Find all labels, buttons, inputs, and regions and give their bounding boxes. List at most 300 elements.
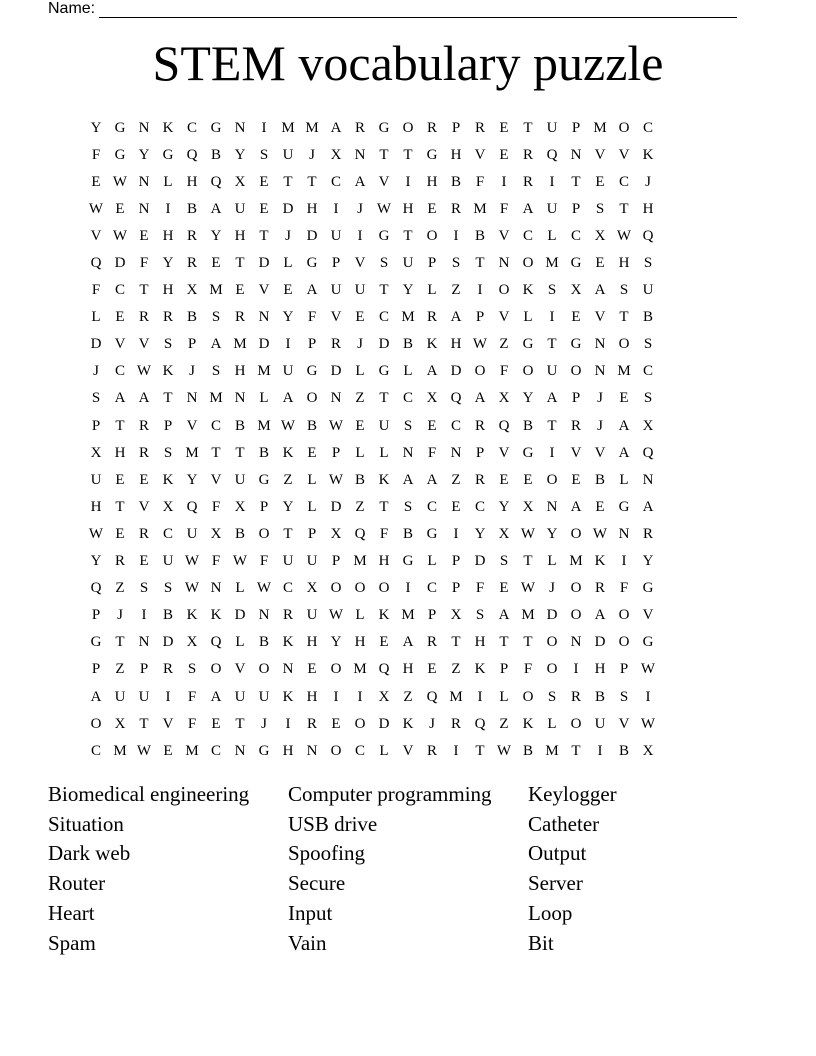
- grid-letter: P: [163, 417, 173, 434]
- grid-letter: S: [451, 255, 461, 272]
- grid-letter: Q: [546, 146, 558, 163]
- grid-letter: P: [307, 525, 317, 542]
- grid-letter: P: [139, 661, 149, 678]
- grid-letter: V: [114, 336, 126, 353]
- grid-letter: R: [474, 417, 485, 434]
- grid-letter: L: [619, 471, 629, 488]
- grid-letter: N: [306, 742, 318, 759]
- grid-letter: T: [403, 227, 413, 244]
- grid-letter: F: [619, 580, 629, 597]
- grid-letter: I: [405, 580, 411, 597]
- grid-letter: R: [306, 715, 317, 732]
- grid-letter: T: [619, 200, 629, 217]
- grid-letter: D: [474, 553, 486, 570]
- grid-letter: O: [618, 634, 630, 651]
- grid-letter: A: [210, 336, 222, 353]
- grid-letter: C: [450, 417, 461, 434]
- grid-letter: D: [114, 255, 126, 272]
- grid-letter: K: [282, 634, 294, 651]
- grid-letter: A: [114, 390, 126, 407]
- grid-letter: S: [547, 282, 557, 299]
- grid-letter: R: [426, 119, 437, 136]
- grid-letter: T: [211, 444, 221, 461]
- grid-letter: H: [306, 634, 318, 651]
- grid-letter: R: [138, 444, 149, 461]
- grid-letter: Y: [474, 525, 486, 542]
- grid-letter: M: [353, 553, 367, 570]
- grid-letter: J: [285, 227, 291, 244]
- grid-letter: O: [522, 363, 534, 380]
- grid-letter: A: [522, 200, 534, 217]
- grid-letter: F: [187, 715, 197, 732]
- grid-letter: U: [546, 363, 558, 380]
- grid-letter: H: [450, 146, 462, 163]
- grid-letter: Z: [451, 661, 461, 678]
- grid-letter: C: [426, 498, 437, 515]
- grid-letter: V: [330, 309, 342, 326]
- grid-letter: S: [547, 688, 557, 705]
- grid-letter: V: [234, 661, 246, 678]
- grid-letter: F: [475, 580, 485, 597]
- grid-letter: I: [357, 227, 363, 244]
- grid-letter: E: [211, 255, 221, 272]
- grid-letter: U: [282, 146, 294, 163]
- grid-letter: F: [499, 200, 509, 217]
- grid-letter: J: [261, 715, 267, 732]
- grid-letter: B: [186, 200, 197, 217]
- grid-letter: E: [115, 471, 125, 488]
- grid-letter: N: [642, 471, 654, 488]
- grid-letter: F: [523, 661, 533, 678]
- grid-letter: J: [597, 390, 603, 407]
- grid-letter: R: [354, 119, 365, 136]
- grid-letter: A: [138, 390, 150, 407]
- grid-letter: T: [139, 282, 149, 299]
- grid-letter: E: [355, 309, 365, 326]
- grid-letter: T: [523, 634, 533, 651]
- grid-letter: R: [186, 255, 197, 272]
- grid-letter: E: [91, 173, 101, 190]
- grid-letter: G: [378, 363, 390, 380]
- grid-letter: S: [163, 444, 173, 461]
- grid-letter: O: [522, 688, 534, 705]
- word-list-item: Server: [528, 871, 583, 896]
- grid-letter: O: [522, 255, 534, 272]
- grid-letter: P: [427, 255, 437, 272]
- grid-letter: P: [91, 661, 101, 678]
- grid-letter: U: [354, 282, 366, 299]
- grid-letter: N: [210, 580, 222, 597]
- grid-letter: E: [499, 471, 509, 488]
- grid-letter: S: [403, 498, 413, 515]
- grid-letter: S: [163, 580, 173, 597]
- grid-letter: T: [283, 173, 293, 190]
- grid-letter: L: [235, 634, 245, 651]
- grid-letter: X: [330, 146, 342, 163]
- grid-letter: G: [90, 634, 102, 651]
- grid-letter: A: [426, 471, 438, 488]
- grid-letter: G: [306, 363, 318, 380]
- grid-letter: G: [258, 742, 270, 759]
- grid-letter: I: [645, 688, 651, 705]
- grid-letter: U: [642, 282, 654, 299]
- grid-letter: P: [187, 336, 197, 353]
- grid-letter: I: [573, 661, 579, 678]
- grid-letter: V: [258, 282, 270, 299]
- grid-letter: S: [643, 255, 653, 272]
- grid-row: [84, 629, 732, 656]
- grid-letter: T: [475, 255, 485, 272]
- grid-letter: N: [234, 390, 246, 407]
- grid-letter: L: [547, 227, 557, 244]
- grid-letter: K: [186, 607, 198, 624]
- grid-letter: S: [619, 688, 629, 705]
- grid-letter: O: [546, 471, 558, 488]
- grid-letter: T: [547, 417, 557, 434]
- grid-letter: C: [330, 173, 341, 190]
- grid-letter: B: [258, 444, 269, 461]
- grid-letter: E: [355, 417, 365, 434]
- grid-letter: B: [162, 607, 173, 624]
- grid-letter: N: [138, 200, 150, 217]
- grid-letter: C: [354, 742, 365, 759]
- grid-letter: E: [139, 553, 149, 570]
- grid-letter: S: [499, 553, 509, 570]
- grid-letter: Z: [115, 580, 125, 597]
- grid-letter: O: [618, 336, 630, 353]
- grid-letter: R: [138, 525, 149, 542]
- grid-letter: E: [211, 715, 221, 732]
- grid-letter: V: [570, 444, 582, 461]
- grid-letter: Y: [234, 146, 246, 163]
- grid-letter: O: [498, 282, 510, 299]
- grid-letter: R: [162, 661, 173, 678]
- grid-letter: F: [499, 363, 509, 380]
- grid-letter: F: [91, 282, 101, 299]
- grid-letter: Y: [90, 553, 102, 570]
- word-search-grid: [84, 114, 732, 764]
- grid-letter: P: [451, 580, 461, 597]
- grid-letter: V: [642, 607, 654, 624]
- grid-letter: A: [594, 282, 606, 299]
- grid-letter: E: [499, 580, 509, 597]
- grid-letter: R: [138, 417, 149, 434]
- grid-letter: T: [451, 634, 461, 651]
- grid-letter: T: [379, 498, 389, 515]
- grid-letter: L: [499, 688, 509, 705]
- grid-letter: H: [402, 200, 414, 217]
- grid-letter: U: [234, 200, 246, 217]
- grid-letter: N: [234, 742, 246, 759]
- word-list-item: Spoofing: [288, 841, 366, 866]
- grid-letter: X: [186, 634, 198, 651]
- grid-letter: U: [162, 553, 174, 570]
- grid-letter: G: [114, 146, 126, 163]
- grid-letter: T: [115, 417, 125, 434]
- grid-letter: Q: [90, 580, 102, 597]
- word-list-item: Computer programming: [288, 782, 492, 806]
- grid-letter: B: [306, 417, 317, 434]
- grid-row: [84, 683, 732, 710]
- grid-letter: U: [546, 200, 558, 217]
- grid-letter: J: [117, 607, 123, 624]
- grid-letter: G: [378, 119, 390, 136]
- grid-letter: S: [259, 146, 269, 163]
- grid-letter: W: [328, 607, 344, 624]
- grid-letter: R: [234, 309, 245, 326]
- grid-letter: H: [450, 336, 462, 353]
- grid-letter: X: [378, 688, 390, 705]
- grid-letter: I: [477, 282, 483, 299]
- grid-letter: U: [138, 688, 150, 705]
- grid-letter: D: [90, 336, 102, 353]
- grid-letter: I: [405, 173, 411, 190]
- grid-letter: O: [546, 661, 558, 678]
- grid-letter: I: [453, 525, 459, 542]
- grid-letter: M: [545, 742, 559, 759]
- grid-letter: W: [616, 227, 632, 244]
- grid-letter: U: [546, 119, 558, 136]
- word-list-item: Router: [48, 871, 106, 896]
- grid-letter: G: [162, 146, 174, 163]
- grid-row: [84, 358, 732, 385]
- grid-letter: K: [474, 661, 486, 678]
- grid-letter: X: [306, 580, 318, 597]
- grid-letter: S: [643, 336, 653, 353]
- grid-letter: K: [162, 363, 174, 380]
- grid-letter: B: [594, 471, 605, 488]
- grid-letter: K: [522, 282, 534, 299]
- grid-letter: I: [621, 553, 627, 570]
- grid-letter: T: [235, 255, 245, 272]
- grid-letter: C: [522, 227, 533, 244]
- grid-letter: V: [354, 255, 366, 272]
- grid-letter: Z: [283, 471, 293, 488]
- grid-letter: Q: [186, 146, 198, 163]
- grid-letter: P: [259, 498, 269, 515]
- grid-letter: V: [210, 471, 222, 488]
- grid-letter: Q: [642, 444, 654, 461]
- grid-row: [84, 710, 732, 737]
- grid-letter: Z: [355, 390, 365, 407]
- grid-letter: O: [618, 119, 630, 136]
- grid-letter: V: [498, 227, 510, 244]
- grid-letter: Q: [90, 255, 102, 272]
- grid-letter: B: [402, 336, 413, 353]
- grid-letter: Y: [402, 282, 414, 299]
- grid-letter: Z: [403, 688, 413, 705]
- grid-letter: G: [378, 227, 390, 244]
- grid-letter: O: [570, 715, 582, 732]
- grid-letter: A: [546, 390, 558, 407]
- grid-letter: M: [209, 390, 223, 407]
- grid-letter: L: [355, 444, 365, 461]
- grid-letter: B: [234, 525, 245, 542]
- grid-row: [84, 737, 732, 764]
- grid-letter: W: [136, 363, 152, 380]
- grid-letter: V: [618, 715, 630, 732]
- grid-letter: E: [115, 200, 125, 217]
- grid-letter: X: [186, 282, 198, 299]
- grid-letter: N: [570, 146, 582, 163]
- grid-letter: X: [330, 525, 342, 542]
- grid-letter: E: [595, 255, 605, 272]
- grid-letter: T: [283, 525, 293, 542]
- grid-letter: T: [523, 553, 533, 570]
- grid-letter: K: [210, 607, 222, 624]
- grid-letter: E: [595, 173, 605, 190]
- grid-letter: K: [522, 715, 534, 732]
- grid-letter: H: [282, 742, 294, 759]
- grid-letter: Y: [642, 553, 654, 570]
- grid-row: [84, 575, 732, 602]
- grid-letter: E: [259, 173, 269, 190]
- grid-letter: H: [162, 282, 174, 299]
- grid-letter: N: [594, 363, 606, 380]
- grid-letter: O: [258, 661, 270, 678]
- grid-letter: U: [186, 525, 198, 542]
- grid-letter: B: [210, 146, 221, 163]
- grid-letter: R: [450, 715, 461, 732]
- grid-letter: B: [234, 417, 245, 434]
- grid-letter: T: [379, 282, 389, 299]
- grid-letter: G: [426, 525, 438, 542]
- grid-letter: Y: [162, 255, 174, 272]
- grid-letter: W: [112, 173, 128, 190]
- grid-letter: M: [569, 553, 583, 570]
- grid-letter: E: [523, 471, 533, 488]
- grid-row: [84, 304, 732, 331]
- grid-letter: E: [115, 309, 125, 326]
- grid-letter: Q: [642, 227, 654, 244]
- grid-letter: W: [256, 580, 272, 597]
- grid-letter: E: [499, 119, 509, 136]
- grid-letter: T: [475, 742, 485, 759]
- grid-letter: R: [522, 173, 533, 190]
- grid-letter: M: [473, 200, 487, 217]
- grid-letter: R: [570, 417, 581, 434]
- grid-letter: H: [234, 363, 246, 380]
- grid-letter: V: [186, 417, 198, 434]
- grid-letter: V: [402, 742, 414, 759]
- grid-letter: Q: [210, 634, 222, 651]
- grid-letter: P: [91, 417, 101, 434]
- grid-row: [84, 439, 732, 466]
- grid-letter: M: [521, 607, 535, 624]
- grid-letter: G: [642, 634, 654, 651]
- grid-letter: A: [402, 634, 414, 651]
- grid-letter: I: [549, 173, 555, 190]
- grid-letter: O: [330, 661, 342, 678]
- grid-row: [84, 466, 732, 493]
- grid-letter: E: [571, 471, 581, 488]
- grid-letter: I: [333, 200, 339, 217]
- grid-letter: Z: [499, 336, 509, 353]
- grid-letter: X: [450, 607, 462, 624]
- grid-letter: R: [474, 119, 485, 136]
- grid-letter: P: [91, 607, 101, 624]
- grid-letter: D: [258, 336, 270, 353]
- grid-letter: W: [640, 715, 656, 732]
- grid-letter: O: [546, 634, 558, 651]
- grid-letter: O: [570, 607, 582, 624]
- grid-letter: M: [257, 363, 271, 380]
- grid-letter: S: [211, 363, 221, 380]
- grid-letter: M: [113, 742, 127, 759]
- grid-letter: L: [547, 715, 557, 732]
- grid-letter: H: [402, 661, 414, 678]
- grid-letter: A: [210, 688, 222, 705]
- grid-letter: L: [259, 390, 269, 407]
- grid-letter: G: [114, 119, 126, 136]
- grid-letter: G: [570, 255, 582, 272]
- grid-row: [84, 195, 732, 222]
- grid-letter: U: [90, 471, 102, 488]
- grid-letter: R: [330, 336, 341, 353]
- grid-letter: Y: [138, 146, 150, 163]
- grid-letter: O: [354, 580, 366, 597]
- grid-letter: X: [90, 444, 102, 461]
- grid-letter: W: [592, 525, 608, 542]
- grid-letter: T: [379, 390, 389, 407]
- word-list-item: Keylogger: [528, 782, 617, 806]
- grid-letter: L: [307, 471, 317, 488]
- grid-letter: E: [163, 742, 173, 759]
- grid-letter: N: [234, 119, 246, 136]
- grid-letter: B: [402, 525, 413, 542]
- grid-letter: N: [618, 525, 630, 542]
- grid-letter: X: [642, 417, 654, 434]
- grid-letter: D: [594, 634, 606, 651]
- grid-letter: W: [472, 336, 488, 353]
- grid-letter: L: [91, 309, 101, 326]
- word-list-item: Bit: [528, 930, 554, 955]
- grid-letter: J: [549, 580, 555, 597]
- grid-letter: X: [162, 498, 174, 515]
- grid-letter: T: [235, 444, 245, 461]
- grid-letter: R: [642, 525, 653, 542]
- grid-letter: Q: [474, 715, 486, 732]
- grid-letter: T: [163, 390, 173, 407]
- grid-row: [84, 656, 732, 683]
- grid-letter: M: [617, 363, 631, 380]
- grid-letter: H: [90, 498, 102, 515]
- grid-letter: W: [496, 742, 512, 759]
- grid-letter: R: [186, 227, 197, 244]
- grid-letter: T: [403, 146, 413, 163]
- grid-letter: C: [474, 498, 485, 515]
- grid-letter: M: [233, 336, 247, 353]
- word-list-item: Heart: [48, 900, 95, 925]
- grid-letter: V: [594, 146, 606, 163]
- grid-letter: W: [328, 417, 344, 434]
- grid-letter: I: [261, 119, 267, 136]
- grid-letter: V: [594, 444, 606, 461]
- grid-letter: V: [474, 146, 486, 163]
- grid-letter: O: [402, 119, 414, 136]
- grid-letter: H: [354, 634, 366, 651]
- grid-letter: Q: [186, 498, 198, 515]
- grid-letter: O: [306, 390, 318, 407]
- grid-letter: Q: [426, 688, 438, 705]
- grid-letter: E: [115, 525, 125, 542]
- grid-letter: B: [522, 417, 533, 434]
- grid-letter: S: [475, 607, 485, 624]
- grid-letter: W: [280, 417, 296, 434]
- grid-letter: R: [426, 634, 437, 651]
- grid-letter: X: [114, 715, 126, 732]
- grid-letter: O: [474, 363, 486, 380]
